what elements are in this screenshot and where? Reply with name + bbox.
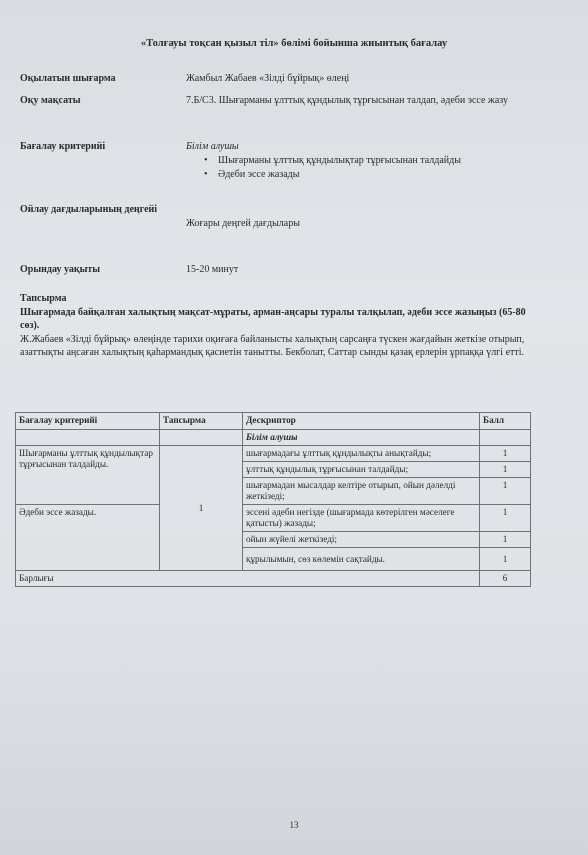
score-cell: 1 bbox=[480, 548, 531, 571]
header-descriptor: Дескриптор bbox=[243, 413, 480, 430]
page-title: «Толғауы тоқсан қызыл тіл» бөлімі бойынша жиынтық бағалау bbox=[140, 38, 448, 49]
criteria-list bbox=[186, 154, 486, 182]
table-row bbox=[16, 446, 531, 462]
level-value: Жоғары деңгей дағдылары bbox=[186, 218, 300, 229]
page-number: 13 bbox=[289, 820, 299, 830]
descriptor-cell: шығармадан мысалдар келтіре отырып, ойын дәлелді жеткізеді; bbox=[243, 478, 480, 505]
total-label: Барлығы bbox=[16, 571, 480, 587]
table-header-row bbox=[16, 413, 531, 430]
task-prompt: Шығармада байқалған халықтың мақсат-мұраты, арман-аңсары туралы талқылап, әдеби эссе жазыңыз (65-80 сөз). bbox=[20, 306, 526, 331]
score-cell: 1 bbox=[480, 462, 531, 478]
descriptor-cell: шығармадағы ұлттық құндылықты анықтайды; bbox=[243, 446, 480, 462]
total-value: 6 bbox=[480, 571, 531, 587]
criterion-cell: Әдеби эссе жазады. bbox=[16, 505, 160, 571]
score-cell: 1 bbox=[480, 532, 531, 548]
subheader-learner: Білім алушы bbox=[243, 430, 480, 446]
work-label: Оқылатын шығарма bbox=[20, 73, 116, 84]
score-cell: 1 bbox=[480, 478, 531, 505]
criteria-item: • Шығарманы ұлттық құндылықтар тұрғысынан талдайды bbox=[218, 154, 486, 168]
descriptor-cell: ұлттық құндылық тұрғысынан талдайды; bbox=[243, 462, 480, 478]
criteria-item: • Әдеби эссе жазады bbox=[218, 168, 486, 182]
descriptor-cell: құрылымын, сөз көлемін сақтайды. bbox=[243, 548, 480, 571]
criteria-label: Бағалау критерийі bbox=[20, 141, 106, 152]
criteria-block bbox=[186, 140, 486, 182]
work-value: Жамбыл Жабаев «Зілді бұйрық» өлеңі bbox=[186, 73, 350, 84]
task-heading: Тапсырма bbox=[20, 293, 67, 304]
score-cell: 1 bbox=[480, 446, 531, 462]
rubric-table bbox=[15, 412, 531, 587]
task-body: Ж.Жабаев «Зілді бұйрық» өлеңінде тарихи оқиғаға байланысты халықтың сарсаңға түскен жағдайын жеткізе отырып, азаттықты аңсаған халықтың қаһармандық қасиетін танытты. Бекболат, Саттар сынды қазақ ерлерін ұрпаққа үлгі етті. bbox=[20, 333, 525, 358]
descriptor-cell: ойын жүйелі жеткізеді; bbox=[243, 532, 480, 548]
goal-value: 7.Б/С3. Шығарманы ұлттық құндылық тұрғысынан талдап, әдеби эссе жазу bbox=[186, 95, 509, 106]
header-criterion: Бағалау критерийі bbox=[16, 413, 160, 430]
table-row bbox=[16, 505, 531, 532]
goal-label: Оқу мақсаты bbox=[20, 95, 81, 106]
descriptor-cell: эссені әдеби негізде (шығармада көтерілген мәселеге қатысты) жазады; bbox=[243, 505, 480, 532]
task-number-cell: 1 bbox=[160, 446, 243, 571]
table-subheader-row bbox=[16, 430, 531, 446]
task-section bbox=[20, 292, 532, 360]
time-label: Орындау уақыты bbox=[20, 264, 101, 275]
criteria-head: Білім алушы bbox=[186, 141, 239, 152]
criterion-cell: Шығарманы ұлттық құндылықтар тұрғысынан талдайды. bbox=[16, 446, 160, 505]
score-cell: 1 bbox=[480, 505, 531, 532]
header-score: Балл bbox=[480, 413, 531, 430]
header-task: Тапсырма bbox=[160, 413, 243, 430]
time-value: 15-20 минут bbox=[186, 264, 239, 275]
level-label: Ойлау дағдыларының деңгейі bbox=[20, 204, 158, 215]
table-total-row bbox=[16, 571, 531, 587]
